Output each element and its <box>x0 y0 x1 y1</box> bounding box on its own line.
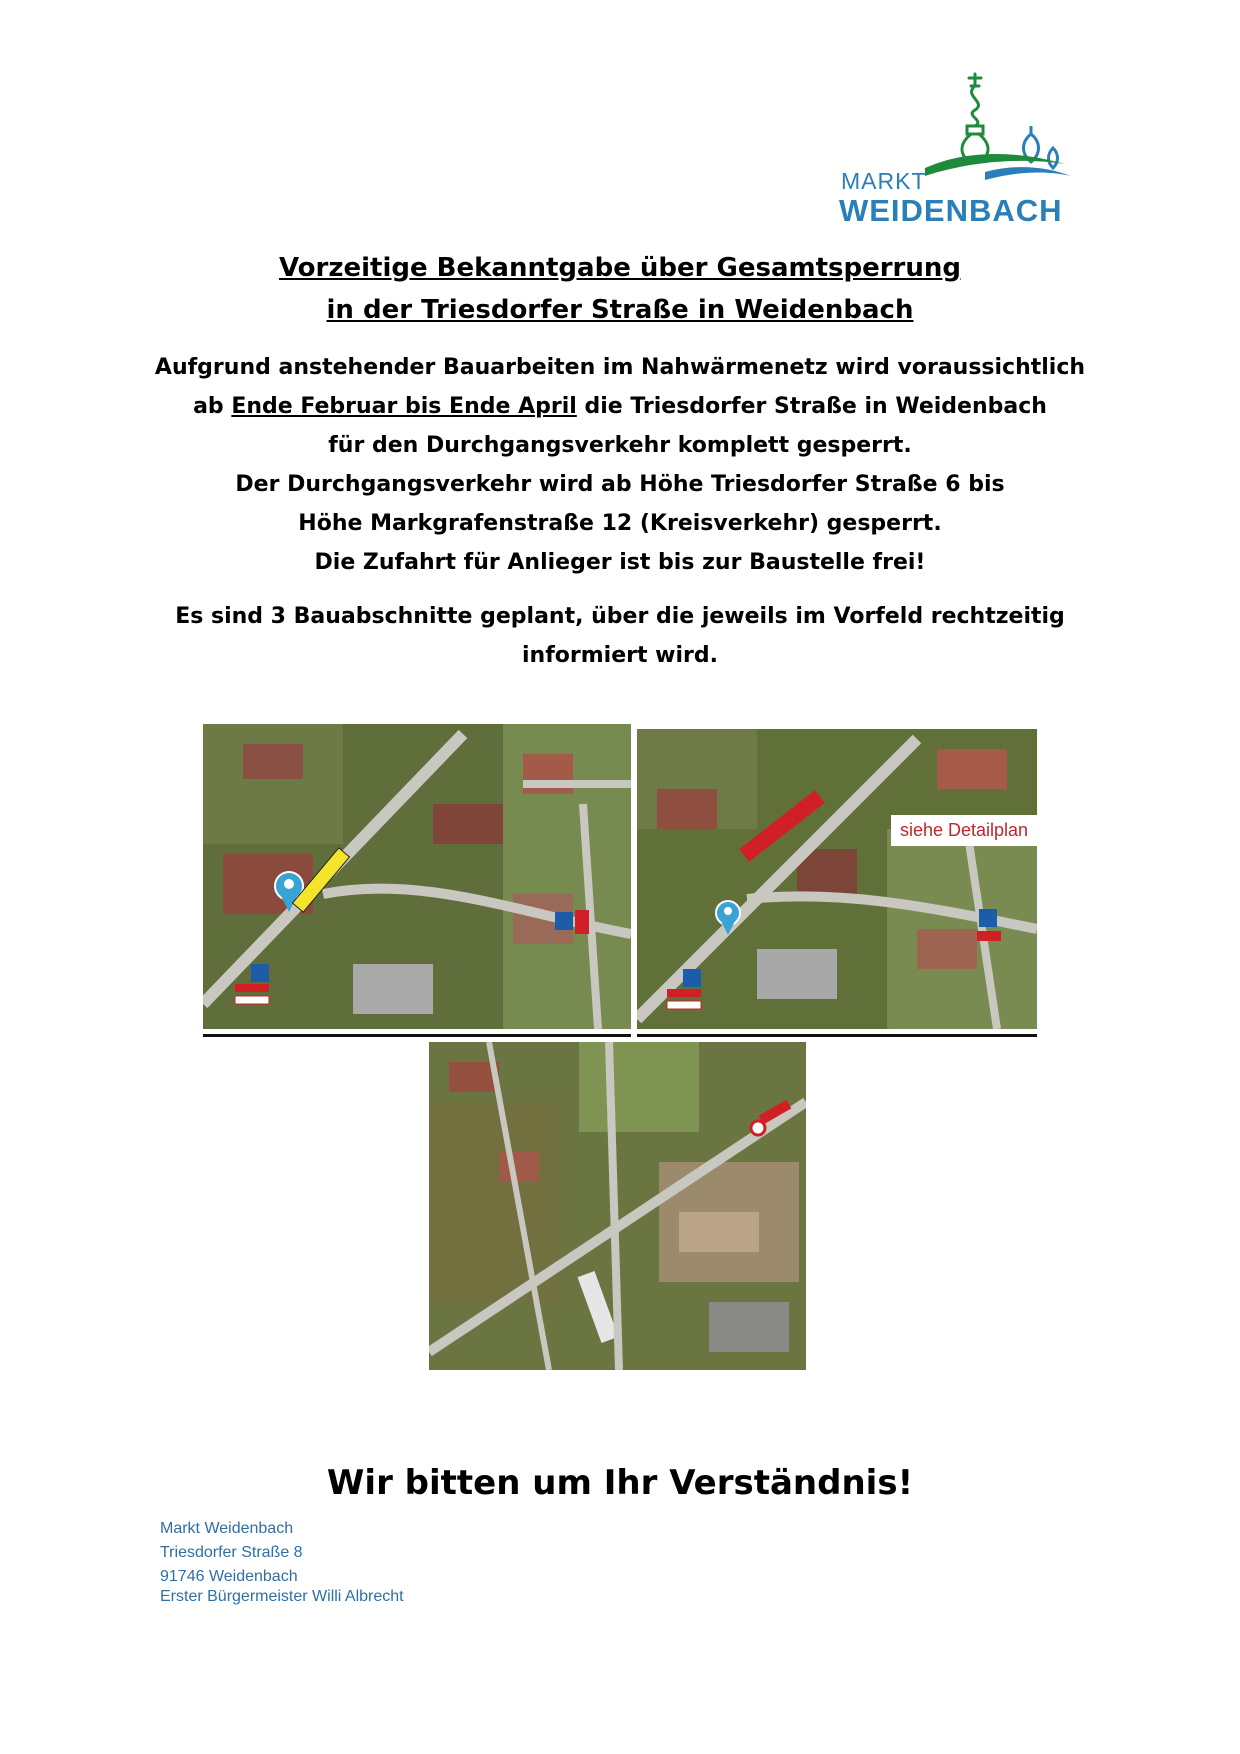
aerial-map-section-3 <box>429 1042 806 1370</box>
footer-organization: Markt Weidenbach <box>160 1520 294 1537</box>
notice-line-3: für den Durchgangsverkehr komplett gesperrt. <box>328 433 912 458</box>
logo-weidenbach-text: WEIDENBACH <box>839 193 1063 228</box>
phases-line-2: informiert wird. <box>522 643 718 668</box>
title-line-2: in der Triesdorfer Straße in Weidenbach <box>326 295 914 325</box>
notice-title <box>0 247 1240 331</box>
footer-street: Triesdorfer Straße 8 <box>160 1544 303 1561</box>
aerial-map-section-2 <box>637 729 1037 1029</box>
logo-markt-text: MARKT <box>841 168 927 194</box>
notice-line-1: Aufgrund anstehender Bauarbeiten im Nahwärmenetz wird voraussichtlich <box>154 355 1086 380</box>
footer-mayor: Erster Bürgermeister Willi Albrecht <box>160 1588 404 1605</box>
notice-line-5: Höhe Markgrafenstraße 12 (Kreisverkehr) gesperrt. <box>298 511 942 536</box>
detail-plan-label: siehe Detailplan <box>891 815 1037 846</box>
phases-paragraph <box>60 597 1180 675</box>
notice-line-2: ab Ende Februar bis Ende April die Triesdorfer Straße in Weidenbach <box>193 394 1047 419</box>
footer-city: 91746 Weidenbach <box>160 1568 298 1585</box>
church-tower-logo-icon <box>835 72 1075 182</box>
notice-line-6: Die Zufahrt für Anlieger ist bis zur Baustelle frei! <box>314 550 926 575</box>
notice-paragraph <box>60 348 1180 582</box>
notice-line-4: Der Durchgangsverkehr wird ab Höhe Triesdorfer Straße 6 bis <box>235 472 1005 497</box>
map-divider <box>203 1034 631 1037</box>
closure-period: Ende Februar bis Ende April <box>231 394 577 419</box>
closing-statement: Wir bitten um Ihr Verständnis! <box>326 1463 914 1503</box>
phases-line-1: Es sind 3 Bauabschnitte geplant, über die jeweils im Vorfeld rechtzeitig <box>175 604 1065 629</box>
aerial-map-section-1 <box>203 724 631 1029</box>
map-divider <box>637 1034 1037 1037</box>
sender-address <box>160 1519 404 1607</box>
title-line-1: Vorzeitige Bekanntgabe über Gesamtsperrung <box>278 253 962 283</box>
markt-weidenbach-logo <box>835 72 1075 232</box>
